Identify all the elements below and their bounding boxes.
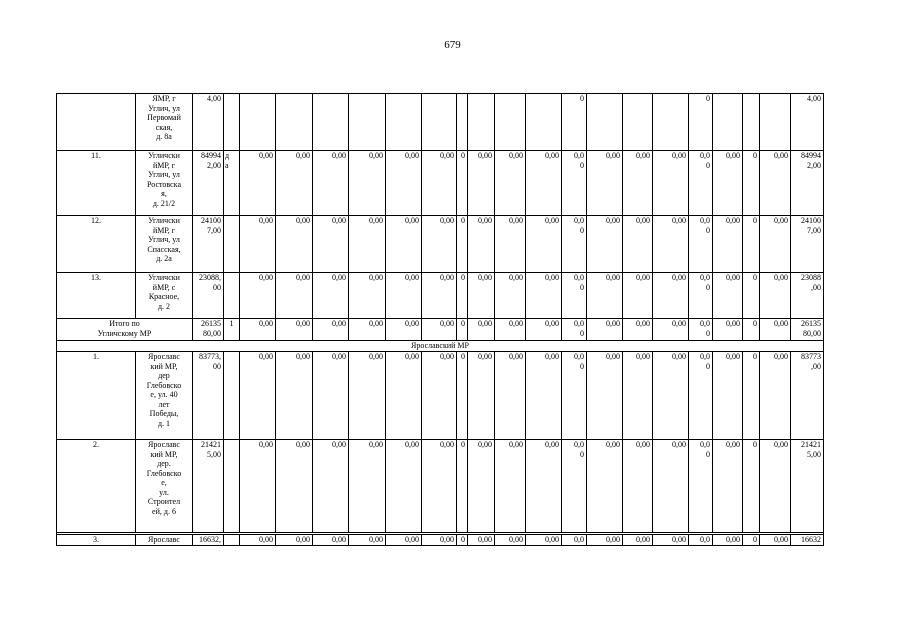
table-cell: 0,00 [623,273,653,319]
table-cell: 0,00 [587,535,623,546]
table-cell: 0,00 [468,273,495,319]
table-cell: 0,00 [760,319,791,341]
table-cell: 0,00 [623,216,653,273]
table-cell: 0 [457,273,468,319]
table-cell: 0,00 [240,151,276,216]
address-cell: Ярославс кий МР, дер. Глебовско е, ул. Строител ей, д. 6 [136,440,193,533]
table-cell [224,352,240,440]
table-cell: 0,00 [276,319,313,341]
table-cell: 0,00 [386,352,422,440]
table-cell [713,94,743,151]
table-cell [653,94,689,151]
address-cell: Ярославс [136,535,193,546]
table-cell: 0 [743,273,760,319]
table-cell [422,94,457,151]
table-cell: 0,00 [349,319,386,341]
table-cell: 0 [689,94,713,151]
table-cell: 0,00 [386,216,422,273]
table-cell: 0,00 [468,216,495,273]
table-row [57,151,824,216]
table-cell: 0 [743,535,760,546]
table-cell: 0,00 [276,273,313,319]
table-cell: 0,00 [240,535,276,546]
table-cell: 0,00 [240,352,276,440]
table-cell: 0,00 [760,273,791,319]
table-cell: 0,00 [349,216,386,273]
table-cell: 0,00 [240,319,276,341]
table-cell: 0,00 [623,440,653,533]
table-cell [623,94,653,151]
table-cell: 0,0 0 [562,440,587,533]
table-cell: 0,00 [386,151,422,216]
table-cell: 0,00 [349,273,386,319]
table-cell: 0,00 [349,352,386,440]
row-number: 3. [57,535,136,546]
table-cell: 0,00 [313,216,349,273]
table-cell: 4,00 [193,94,224,151]
row-number: 13. [57,273,136,319]
row-number [57,94,136,151]
table-cell: 21421 5,00 [193,440,224,533]
table-cell: 0,0 0 [689,273,713,319]
table-cell: 0,00 [760,216,791,273]
table-cell: 0,00 [623,535,653,546]
row-number: 11. [57,151,136,216]
table-cell: 0 [743,319,760,341]
table-cell: 0 [743,440,760,533]
table-cell: 1 [224,319,240,341]
table-cell: 0,00 [386,535,422,546]
table-cell [457,94,468,151]
table-cell: 0,00 [653,273,689,319]
table-cell: 83773 ,00 [791,352,824,440]
table-cell: 0,00 [760,352,791,440]
table-cell: 0,00 [653,151,689,216]
table-cell: 0,00 [422,216,457,273]
table-cell [743,94,760,151]
table-cell: 0,00 [468,319,495,341]
table-cell [349,94,386,151]
table-cell: 84994 2,00 [193,151,224,216]
section-title: Ярославский МР [57,341,824,352]
table-cell: 0,00 [526,352,562,440]
table-cell: 0,00 [526,440,562,533]
table-cell [240,94,276,151]
table-cell: 0,00 [653,352,689,440]
table-cell: 0,00 [422,352,457,440]
table-cell: 0,00 [468,440,495,533]
table-cell: 0 [457,535,468,546]
table-cell: 0 [743,216,760,273]
table-cell: 0,0 0 [562,216,587,273]
table-cell: 0,00 [587,319,623,341]
table-cell: 0,0 0 [689,151,713,216]
table-cell: 0,00 [313,273,349,319]
table-cell [313,94,349,151]
table-cell: 0,00 [587,216,623,273]
table-cell [760,94,791,151]
table-cell: 0 [743,352,760,440]
table-row [57,352,824,440]
table-cell: 0,00 [313,440,349,533]
table-cell: 0,00 [713,319,743,341]
table-cell: 24100 7,00 [193,216,224,273]
table-cell: 0,0 [689,535,713,546]
table-cell: 0,00 [587,352,623,440]
table-cell: 84994 2,00 [791,151,824,216]
table-cell: 0,00 [276,535,313,546]
table-cell: 0,00 [276,216,313,273]
table-cell: 26135 80,00 [791,319,824,341]
table-cell [224,440,240,533]
table-cell: 16632, [193,535,224,546]
table-cell [224,94,240,151]
table-cell: 0,0 0 [562,352,587,440]
section-row [57,341,824,352]
table-cell: 0,00 [349,440,386,533]
table-cell [386,94,422,151]
table-cell: 0,00 [495,216,526,273]
table-cell: 0,00 [313,151,349,216]
address-cell: Угличски йМР, г Углич, ул Спасская, д. 2а [136,216,193,273]
table-cell: 0 [457,352,468,440]
table-cell: 0,00 [468,535,495,546]
table-cell: 0 [562,94,587,151]
table-row [57,216,824,273]
table-cell: 0,00 [386,273,422,319]
table-cell: 24100 7,00 [791,216,824,273]
table-cell: 0,00 [495,273,526,319]
table-cell: 4,00 [791,94,824,151]
page-number: 679 [444,39,461,51]
table-cell: 0,00 [240,440,276,533]
table-cell [468,94,495,151]
total-row [57,319,824,341]
table-cell: 0,0 0 [562,319,587,341]
table-cell [276,94,313,151]
table-cell: д а [224,151,240,216]
data-table [56,93,824,546]
table-cell: 0,00 [587,273,623,319]
table-cell: 0,00 [276,352,313,440]
table-cell: 0,00 [313,319,349,341]
table-cell: 0,0 0 [562,273,587,319]
table-cell [224,216,240,273]
table-cell: 0,00 [386,319,422,341]
table-cell: 0,00 [495,151,526,216]
row-number: 12. [57,216,136,273]
table-cell: 0,00 [422,535,457,546]
table-cell: 0 [457,151,468,216]
table-row [57,535,824,546]
table-cell: 0,00 [623,151,653,216]
table-cell: 0,00 [495,440,526,533]
table-cell: 0,00 [422,273,457,319]
table-cell [526,94,562,151]
table-cell: 23088 ,00 [791,273,824,319]
table-cell: 0,00 [526,535,562,546]
table-cell: 0,00 [623,319,653,341]
table-cell: 0,00 [713,352,743,440]
table-cell: 21421 5,00 [791,440,824,533]
table-cell: 16632 [791,535,824,546]
table-cell: 0,00 [386,440,422,533]
table-cell: 0,0 0 [689,319,713,341]
table-cell: 0 [457,440,468,533]
table-cell: 0 [457,216,468,273]
table-cell: 0,00 [495,535,526,546]
table-cell: 0,00 [713,216,743,273]
table-cell: 83773, 00 [193,352,224,440]
table-cell: 23088, 00 [193,273,224,319]
table-row [57,440,824,533]
table-cell: 0,00 [422,319,457,341]
table-cell: 0,00 [653,440,689,533]
table-cell: 0,00 [240,273,276,319]
table-cell [224,535,240,546]
table-cell: 0,00 [587,440,623,533]
table-cell: 0,00 [526,319,562,341]
table-cell: 0,00 [240,216,276,273]
table-cell: 0,0 0 [689,352,713,440]
table-cell [587,94,623,151]
table-row [57,94,824,151]
address-cell: Угличски йМР, с Красное, д. 2 [136,273,193,319]
table-cell: 0,00 [653,535,689,546]
table-cell: 0,00 [526,273,562,319]
table-cell: 0,00 [653,216,689,273]
table-cell: 0,0 0 [562,151,587,216]
table-cell: 0,00 [313,535,349,546]
table-cell: 0,00 [349,151,386,216]
table-cell: 0 [457,319,468,341]
table-cell: 0,0 [562,535,587,546]
row-number: 1. [57,352,136,440]
total-label: Итого по Угличскому МР [57,319,193,341]
table-cell: 0,0 0 [689,216,713,273]
table-cell: 0,00 [276,151,313,216]
row-number: 2. [57,440,136,533]
table-cell [495,94,526,151]
table-cell: 0,00 [468,352,495,440]
table-row [57,273,824,319]
table-cell: 0,00 [349,535,386,546]
table-cell: 0,00 [713,535,743,546]
table-cell: 0,00 [468,151,495,216]
table-cell: 0,00 [526,216,562,273]
table-cell: 0,00 [422,151,457,216]
table-cell: 0,00 [587,151,623,216]
table-cell: 0,00 [713,273,743,319]
table-cell [224,273,240,319]
table-cell: 0,00 [495,319,526,341]
table-cell: 0,00 [623,352,653,440]
table-cell: 0,00 [526,151,562,216]
address-cell: Ярославс кий МР, дер Глебовско е, ул. 40 лет Победы, д. 1 [136,352,193,440]
table-cell: 0,00 [276,440,313,533]
table-cell: 0,00 [713,440,743,533]
table-cell: 0,00 [653,319,689,341]
table-cell: 0 [743,151,760,216]
table-cell: 26135 80,00 [193,319,224,341]
table-cell: 0,00 [760,440,791,533]
table-cell: 0,00 [313,352,349,440]
table-cell: 0,0 0 [689,440,713,533]
address-cell: Угличски йМР, г Углич, ул Ростовска я, д. 21/2 [136,151,193,216]
table-cell: 0,00 [713,151,743,216]
table-cell: 0,00 [422,440,457,533]
table-cell: 0,00 [495,352,526,440]
table-cell: 0,00 [760,535,791,546]
table-cell: 0,00 [760,151,791,216]
address-cell: ЯМР, г Углич, ул Первомай ская, д. 8а [136,94,193,151]
